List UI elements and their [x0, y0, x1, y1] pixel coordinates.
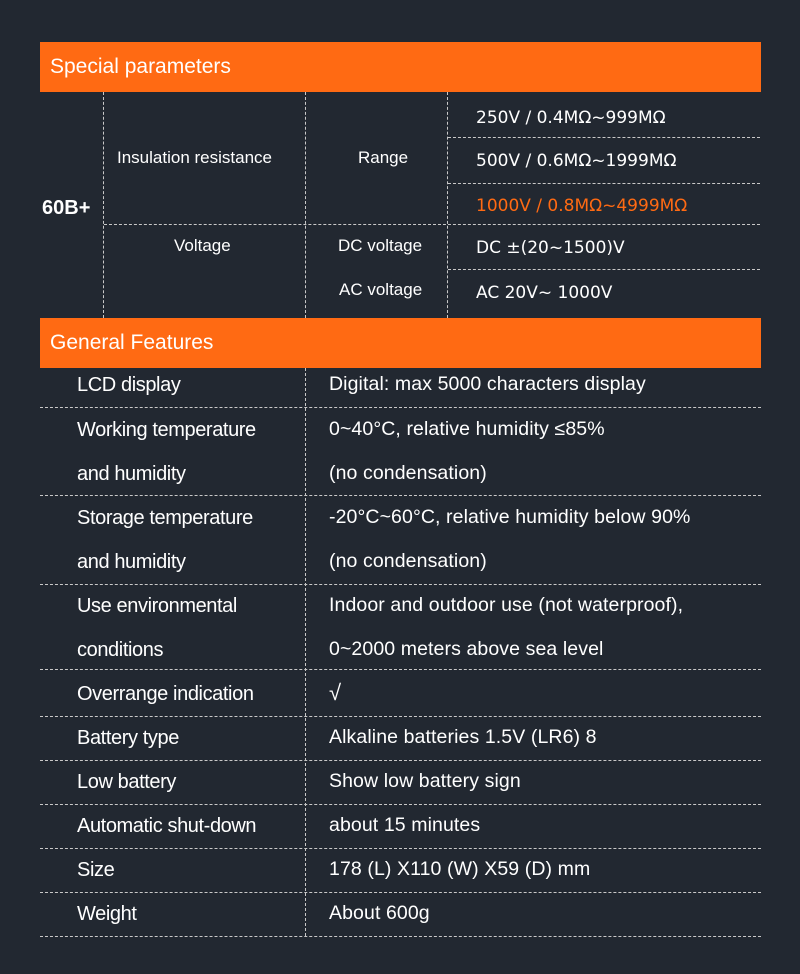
- column-divider: [305, 368, 306, 936]
- feature-label: Size: [77, 859, 115, 881]
- range-value-highlight: 1000V / 0.8MΩ~4999MΩ: [476, 196, 688, 216]
- feature-value: (no condensation): [329, 462, 487, 484]
- row-divider: [40, 669, 761, 670]
- feature-label: Weight: [77, 903, 137, 925]
- feature-label: Overrange indication: [77, 683, 254, 705]
- feature-label: Battery type: [77, 727, 179, 749]
- dc-voltage-value: DC ±(20~1500)V: [476, 238, 625, 258]
- feature-label: and humidity: [77, 463, 186, 485]
- special-parameters-header: [40, 42, 761, 92]
- special-parameters-title: Special parameters: [50, 55, 231, 78]
- row-divider: [40, 892, 761, 893]
- dc-voltage-label: DC voltage: [338, 236, 423, 255]
- feature-value: Digital: max 5000 characters display: [329, 373, 646, 395]
- general-features-title: General Features: [50, 331, 214, 354]
- row-divider: [104, 224, 760, 225]
- model-label: 60B+: [42, 197, 91, 219]
- feature-label: Use environmental: [77, 595, 237, 617]
- row-divider: [448, 137, 760, 138]
- feature-label: Storage temperature: [77, 507, 253, 529]
- feature-value: -20°C~60°C, relative humidity below 90%: [329, 506, 691, 528]
- row-divider: [448, 269, 760, 270]
- column-divider: [447, 92, 448, 318]
- feature-label: and humidity: [77, 551, 186, 573]
- range-label: Range: [358, 148, 409, 167]
- feature-value: 178 (L) X110 (W) X59 (D) mm: [329, 858, 591, 880]
- feature-value: Alkaline batteries 1.5V (LR6) 8: [329, 726, 597, 748]
- ac-voltage-label: AC voltage: [339, 280, 423, 299]
- voltage-label: Voltage: [174, 236, 231, 255]
- column-divider: [305, 92, 306, 318]
- feature-value: 0~2000 meters above sea level: [329, 638, 604, 660]
- row-divider: [40, 760, 761, 761]
- general-features-header: [40, 318, 761, 368]
- feature-value: about 15 minutes: [329, 814, 481, 836]
- feature-value: (no condensation): [329, 550, 487, 572]
- feature-value: Show low battery sign: [329, 770, 521, 792]
- range-value: 250V / 0.4MΩ~999MΩ: [476, 108, 666, 128]
- row-divider: [448, 183, 760, 184]
- feature-label: Working temperature: [77, 419, 256, 441]
- row-divider: [40, 848, 761, 849]
- feature-value: About 600g: [329, 902, 430, 924]
- row-divider: [40, 804, 761, 805]
- feature-label: Low battery: [77, 771, 176, 793]
- feature-label: conditions: [77, 639, 164, 661]
- feature-value: Indoor and outdoor use (not waterproof),: [329, 594, 684, 616]
- row-divider: [40, 584, 761, 585]
- row-divider: [40, 936, 761, 937]
- column-divider: [103, 92, 104, 318]
- checkmark-value: √: [329, 680, 342, 705]
- feature-label: Automatic shut-down: [77, 815, 257, 837]
- feature-label: LCD display: [77, 374, 181, 396]
- row-divider: [40, 716, 761, 717]
- row-divider: [40, 407, 761, 408]
- range-value: 500V / 0.6MΩ~1999MΩ: [476, 151, 677, 171]
- ac-voltage-value: AC 20V~ 1000V: [476, 283, 613, 303]
- feature-value: 0~40°C, relative humidity ≤85%: [329, 418, 605, 440]
- insulation-resistance-label: Insulation resistance: [117, 148, 272, 167]
- row-divider: [40, 495, 761, 496]
